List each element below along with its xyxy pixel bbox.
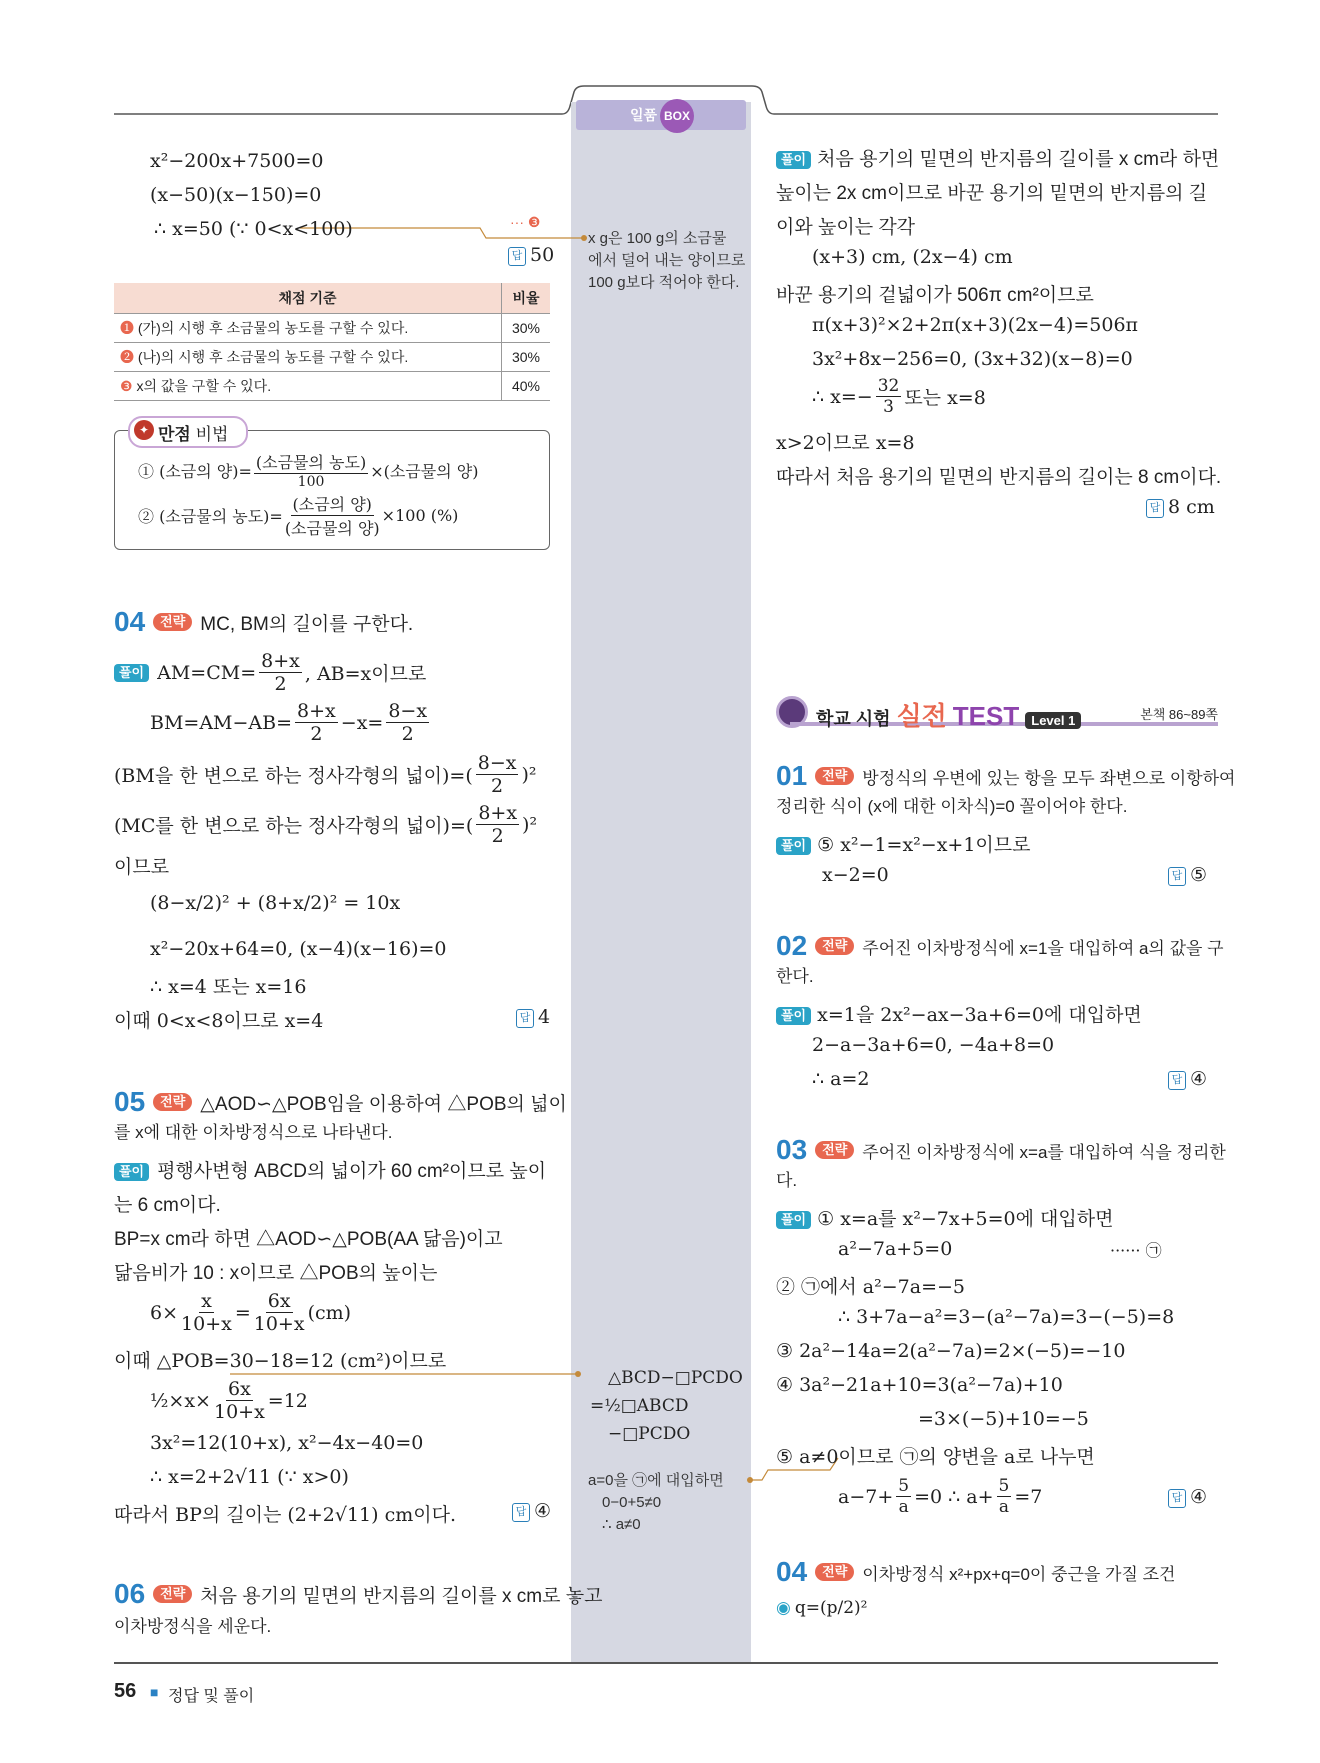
page-number: 56 (114, 1680, 137, 1702)
answer-icon: 답 (1146, 499, 1164, 518)
test-header-level: Level 1 (1025, 712, 1081, 729)
tip-line-1: ① (소금의 양)= (소금물의 농도) 100 ×(소금물의 양) (138, 450, 478, 490)
p05-line-6: 이때 △POB=30−18=12 (cm²)이므로 (114, 1350, 447, 1372)
right-line-3: 이와 높이는 각각 (776, 217, 916, 238)
p05-line-1: 풀이 평행사변형 ABCD의 넓이가 60 cm²이므로 높이 (114, 1156, 546, 1183)
problem-number: 05 (114, 1086, 146, 1117)
center-note-2: △BCD−□PCDO =½□ABCD −□PCDO (590, 1368, 743, 1444)
q03-line-5: ③ 2a²−14a=2(a²−7a)=2×(−5)=−10 (776, 1340, 1126, 1362)
q01-line-1: 풀이 ⑤ x²−1=x²−x+1이므로 (776, 830, 1031, 857)
solution-badge: 풀이 (776, 1007, 811, 1025)
right-line-7: 3x²+8x−256=0, (3x+32)(x−8)=0 (812, 348, 1133, 370)
strategy-text-2: 이차방정식을 세운다. (114, 1617, 272, 1636)
strategy-badge: 전략 (153, 613, 192, 631)
solution-badge: 풀이 (776, 837, 811, 855)
strategy-badge: 전략 (153, 1585, 192, 1603)
problem-number: 02 (776, 930, 808, 961)
answer-icon: 답 (1168, 1489, 1186, 1508)
center-box-badge: BOX (660, 99, 694, 133)
center-box-title: 일품 (630, 107, 658, 123)
right-line-9: x>2이므로 x=8 (776, 432, 915, 454)
answer-icon: 답 (508, 247, 526, 266)
p05-line-9: ∴ x=2+2√11 (∵ x>0) (150, 1466, 349, 1488)
p05-line-10: 따라서 BP의 길이는 (2+2√11) cm이다. (114, 1504, 456, 1526)
test-header-test: TEST (952, 701, 1020, 731)
test-header (776, 696, 1218, 731)
problem-05-header (114, 1086, 567, 1118)
answer-04: 답 4 (516, 1006, 550, 1028)
right-line-6: π(x+3)²×2+2π(x+3)(2x−4)=506π (812, 314, 1139, 336)
test-header-prefix: 학교 시험 (816, 709, 891, 729)
problem-06-header (114, 1578, 602, 1610)
strategy-text-2: 정리한 식이 (x에 대한 이차식)=0 꼴이어야 한다. (776, 797, 1128, 816)
table-row: ❷ (나)의 시행 후 소금물의 농도를 구할 수 있다. 30% (114, 343, 550, 372)
strategy-text: MC, BM의 길이를 구한다. (200, 613, 414, 635)
problem-number: 06 (114, 1578, 146, 1609)
p04-line-3: (BM을 한 변으로 하는 정사각형의 넓이)=( 8−x 2 )² (114, 752, 537, 797)
answer-05: 답 ④ (512, 1500, 551, 1522)
strategy-text: 방정식의 우변에 있는 항을 모두 좌변으로 이항하여 (862, 768, 1236, 788)
strategy-text-2: 다. (776, 1171, 798, 1190)
q03-line-6: ④ 3a²−21a+10=3(a²−7a)+10 (776, 1374, 1063, 1396)
p05-line-2: 는 6 cm이다. (114, 1195, 221, 1216)
answer-q03: 답 ④ (1168, 1486, 1207, 1508)
footer-rule (114, 1662, 1218, 1664)
p05-line-7: ½×x× $\frac{6x}{10+x}$ =12 (150, 1378, 308, 1423)
strategy-text: 처음 용기의 밑면의 반지름의 길이를 x cm로 놓고 (200, 1585, 603, 1607)
grading-header-ratio: 비율 (502, 283, 551, 314)
p05-line-3: BP=x cm라 하면 △AOD∽△POB(AA 닮음)이고 (114, 1229, 503, 1250)
right-line-10: 따라서 처음 용기의 밑면의 반지름의 길이는 8 cm이다. (776, 467, 1222, 488)
grading-header-criteria: 채점 기준 (114, 283, 502, 314)
p04-line-9: 이때 0<x<8이므로 x=4 (114, 1010, 324, 1032)
right-line-4: (x+3) cm, (2x−4) cm (812, 246, 1013, 268)
q03-line-7: =3×(−5)+10=−5 (918, 1408, 1089, 1430)
q01-line-2: x−2=0 (822, 864, 889, 886)
problem-number: 04 (776, 1556, 808, 1587)
solution-badge: 풀이 (776, 1211, 811, 1229)
strategy-text-2: 를 x에 대한 이차방정식으로 나타낸다. (114, 1123, 393, 1142)
q03-line-2: a²−7a+5=0 (838, 1238, 953, 1260)
q03-line-3: ② ㉠에서 a²−7a=−5 (776, 1276, 965, 1298)
question-04-header (776, 1556, 1175, 1588)
answer-icon: 답 (1168, 1071, 1186, 1090)
strategy-badge: 전략 (815, 767, 854, 785)
strategy-text: 주어진 이차방정식에 x=a를 대입하여 식을 정리한 (862, 1142, 1226, 1162)
right-line-8: ∴ x=− $\frac{32}{3}$ 또는 x=8 (812, 376, 986, 417)
table-row: ❶ (가)의 시행 후 소금물의 농도를 구할 수 있다. 30% (114, 314, 550, 343)
q03-line-4: ∴ 3+7a−a²=3−(a²−7a)=3−(−5)=8 (838, 1306, 1175, 1328)
problem-number: 03 (776, 1134, 808, 1165)
bulb-icon: ✦ (134, 420, 154, 440)
q04-line-1: ◉ q=(p/2)² (776, 1598, 868, 1618)
problem-number: 01 (776, 760, 808, 791)
answer-icon: 답 (1168, 867, 1186, 886)
solution-badge: 풀이 (776, 151, 811, 169)
answer-q01: 답 ⑤ (1168, 864, 1207, 886)
table-row: ❸ x의 값을 구할 수 있다. 40% (114, 372, 550, 401)
p04-line-4: (MC를 한 변으로 하는 정사각형의 넓이)=( 8+x 2 )² (114, 802, 538, 847)
p04-line-5: 이므로 (114, 857, 170, 878)
strategy-text: 이차방정식 x²+px+q=0이 중근을 가질 조건 (862, 1564, 1176, 1584)
answer-06: 답 8 cm (1146, 496, 1215, 518)
right-line-2: 높이는 2x cm이므로 바꾼 용기의 밑면의 반지름의 길 (776, 183, 1208, 204)
problem-number: 04 (114, 606, 146, 637)
center-note-3: a=0을 ㉠에 대입하면 0−0+5≠0 ∴ a≠0 (588, 1472, 724, 1533)
strategy-badge: 전략 (153, 1093, 192, 1111)
q03-line-8: ⑤ a≠0이므로 ㉠의 양변을 a로 나누면 (776, 1446, 1095, 1468)
test-header-ref: 본책 86~89쪽 (1140, 707, 1218, 722)
right-line-1: 풀이 처음 용기의 밑면의 반지름의 길이를 x cm라 하면 (776, 144, 1219, 171)
q03-line-9: a−7+ $\frac{5}{a}$ =0 ∴ a+ $\frac{5}{a}$ =7 (838, 1476, 1043, 1517)
q02-line-2: 2−a−3a+6=0, −4a+8=0 (812, 1034, 1055, 1056)
p05-line-5: 6× $\frac{x}{10+x}$ = $\frac{6x}{10+x}$ (cm) (150, 1290, 352, 1335)
solution-badge: 풀이 (114, 1163, 149, 1181)
question-03-header (776, 1134, 1226, 1166)
p05-line-4: 닮음비가 10 : x이므로 △POB의 높이는 (114, 1263, 438, 1284)
answer-icon: 답 (512, 1503, 530, 1522)
problem-04-header (114, 606, 413, 638)
q03-line-2-ref: ······ ㉠ (1110, 1241, 1162, 1260)
strategy-badge: 전략 (815, 1563, 854, 1581)
circle-icon: ◉ (776, 1598, 791, 1618)
answer-03: 답 50 (508, 244, 554, 266)
strategy-text-2: 한다. (776, 967, 814, 986)
p05-line-8: 3x²=12(10+x), x²−4x−40=0 (150, 1432, 424, 1454)
footer-label: 정답 및 풀이 (168, 1688, 255, 1705)
tip-title: 만점 비법 (158, 425, 229, 444)
q02-line-1: 풀이 x=1을 2x²−ax−3a+6=0에 대입하면 (776, 1000, 1142, 1027)
q03-line-1: 풀이 ① x=a를 x²−7x+5=0에 대입하면 (776, 1204, 1113, 1231)
center-note-1: x g은 100 g의 소금물 에서 덜어 내는 양이므로 100 g보다 적어야 한다. (588, 230, 746, 291)
strategy-badge: 전략 (815, 1141, 854, 1159)
p04-line-8: ∴ x=4 또는 x=16 (150, 976, 307, 998)
p04-line-7: x²−20x+64=0, (x−4)(x−16)=0 (150, 938, 447, 960)
question-02-header (776, 930, 1224, 962)
answer-icon: 답 (516, 1009, 534, 1028)
p04-line-1: 풀이 AM=CM= $\frac{8+x}{2}$ , AB=x이므로 (114, 650, 426, 695)
question-01-header (776, 760, 1235, 792)
strategy-badge: 전략 (815, 937, 854, 955)
left-top-equations: x²−200x+7500=0 (x−50)(x−150)=0 ∴ x=50 (∵ 0<x<100) (150, 150, 353, 240)
right-line-5: 바꾼 용기의 겉넓이가 506π cm²이므로 (776, 285, 1094, 306)
solution-badge: 풀이 (114, 664, 149, 682)
p04-line-2: BM=AM−AB= $\frac{8+x}{2}$ −x= $\frac{8-x}{2}$ (150, 700, 428, 745)
footer-separator: ■ (150, 1684, 159, 1700)
test-header-accent: 실전 (896, 701, 947, 731)
step-marker: ··· ❸ (510, 214, 541, 230)
grading-table (114, 283, 550, 401)
strategy-text: △AOD∽△POB임을 이용하여 △POB의 넓이 (200, 1093, 567, 1115)
strategy-text: 주어진 이차방정식에 x=1을 대입하여 a의 값을 구 (862, 938, 1224, 958)
tip-line-2: ② (소금물의 농도)= (소금의 양) (소금물의 양) ×100 (%) (138, 492, 458, 539)
q02-line-3: ∴ a=2 (812, 1068, 870, 1090)
p04-line-6: (8−x/2)² + (8+x/2)² = 10x (150, 892, 401, 914)
answer-q02: 답 ④ (1168, 1068, 1207, 1090)
